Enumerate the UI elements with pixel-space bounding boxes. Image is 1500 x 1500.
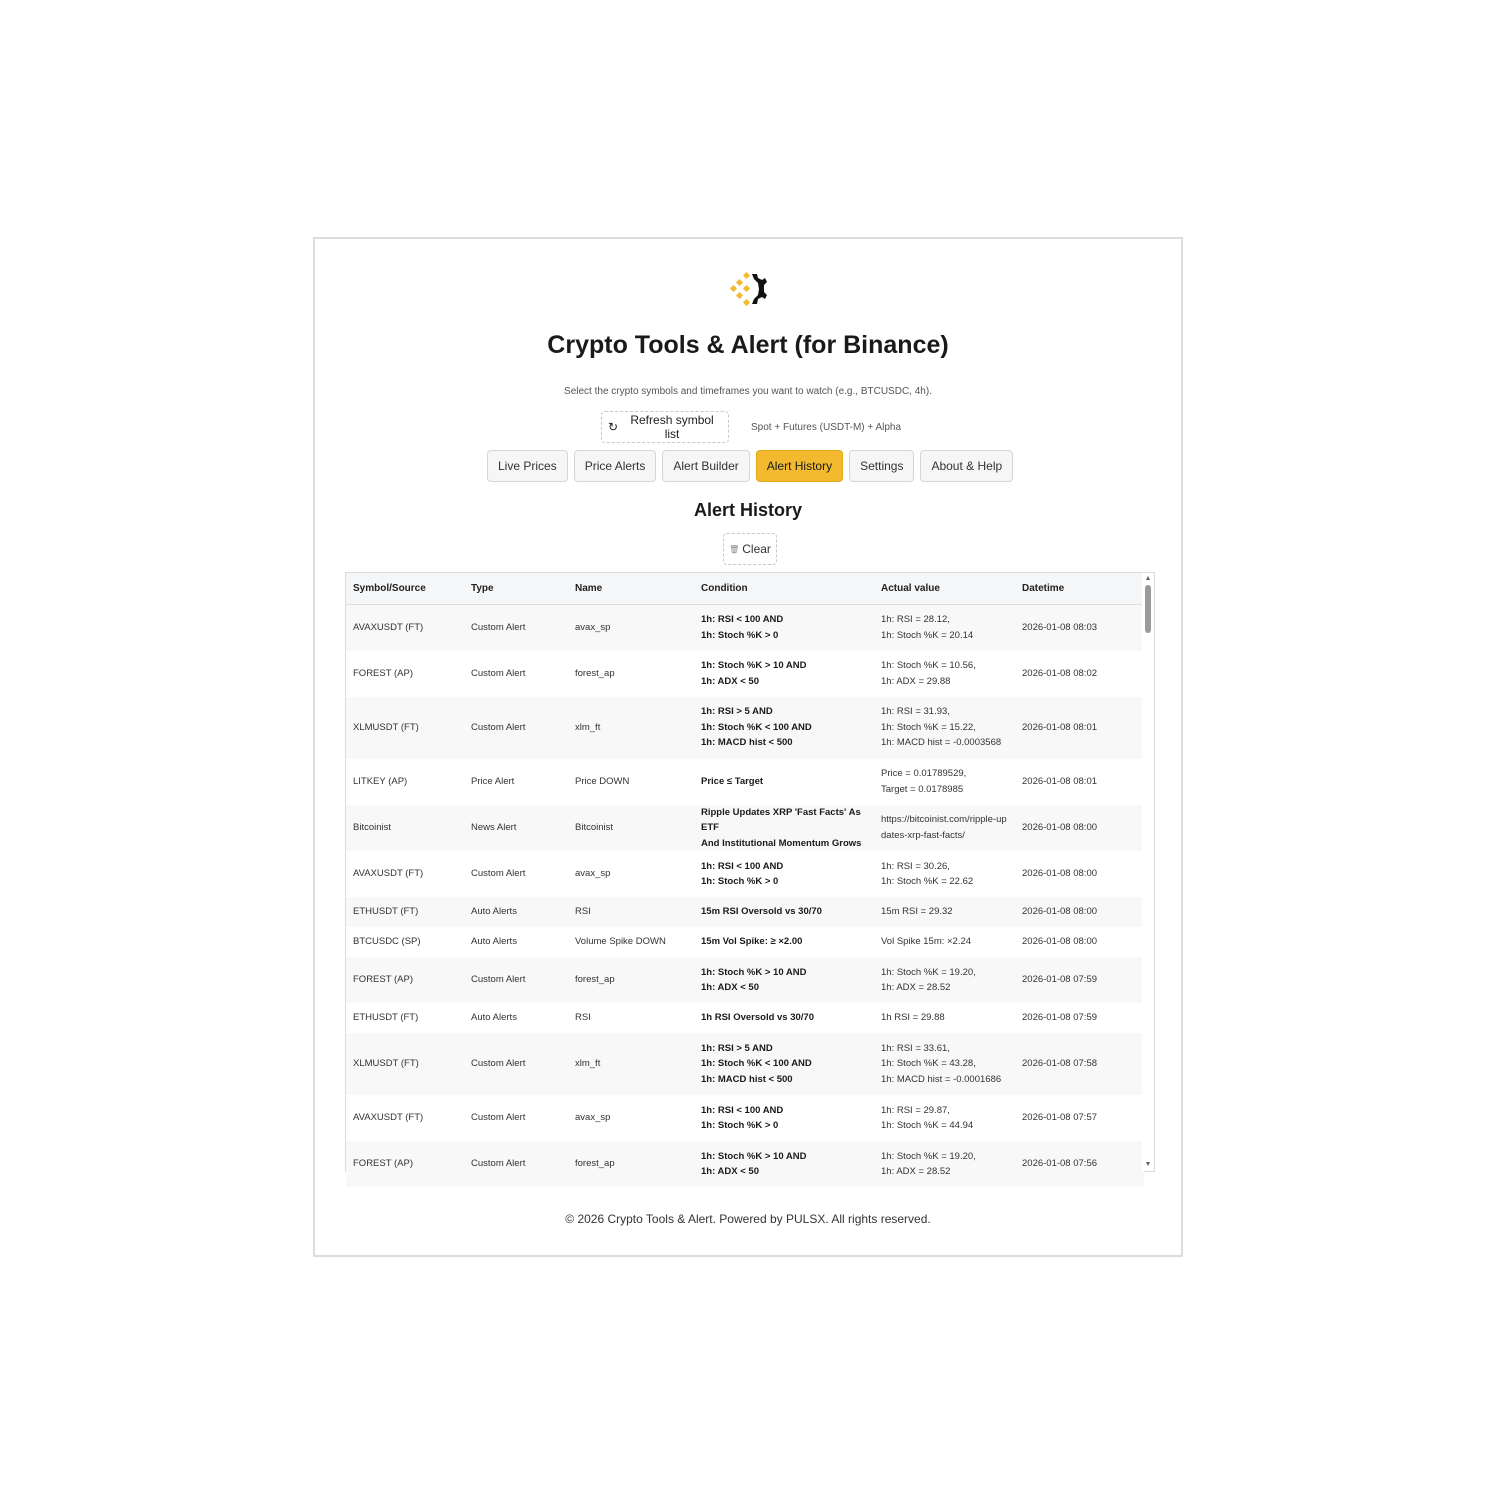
- cell-actual-value: [874, 605, 1015, 651]
- cell-name: avax_sp: [568, 1095, 694, 1141]
- app-title: Crypto Tools & Alert (for Binance): [547, 331, 949, 359]
- cell-condition-line: 1h: RSI > 5 AND: [701, 706, 773, 718]
- cell-condition-line: 1h: Stoch %K > 0: [701, 876, 779, 887]
- cell-condition: [694, 1141, 874, 1187]
- cell-name: RSI: [568, 897, 694, 927]
- cell-type: Custom Alert: [464, 605, 568, 651]
- cell-actual-value-line: 1h: ADX = 29.88: [881, 675, 951, 687]
- table-scrollbar[interactable]: [1142, 573, 1154, 1171]
- table-row: [346, 851, 1144, 897]
- cell-condition-line: Ripple Updates XRP 'Fast Facts' As ETF: [701, 806, 861, 833]
- refresh-icon: ↻: [608, 420, 619, 434]
- cell-datetime: 2026-01-08 07:56: [1015, 1141, 1144, 1187]
- refresh-button-label: Refresh symbol list: [630, 413, 714, 441]
- cell-actual-value-line: 1h: ADX = 28.52: [881, 1166, 951, 1177]
- cell-condition-line: 1h: Stoch %K < 100 AND: [701, 721, 812, 733]
- cell-condition-line: 1h RSI Oversold vs 30/70: [701, 1012, 815, 1024]
- refresh-row: [601, 411, 901, 443]
- cell-symbol: ETHUSDT (FT): [346, 897, 464, 927]
- table-row: [346, 1095, 1144, 1141]
- cell-condition-line: 1h: Stoch %K > 0: [701, 629, 779, 641]
- cell-type: Price Alert: [464, 759, 568, 805]
- table-row: [346, 1141, 1144, 1187]
- cell-type: Custom Alert: [464, 1033, 568, 1095]
- tab-price-alerts[interactable]: Price Alerts: [574, 450, 657, 482]
- footer-copyright: © 2026 Crypto Tools & Alert. Powered by PULSX. All rights reserved.: [565, 1212, 931, 1226]
- table-row: [346, 957, 1144, 1003]
- table-row: [346, 605, 1144, 651]
- cell-type: Custom Alert: [464, 697, 568, 759]
- column-header-datetime: Datetime: [1015, 573, 1144, 605]
- cell-condition: [694, 605, 874, 651]
- cell-actual-value-line: 1h: RSI = 28.12,: [881, 614, 950, 626]
- cell-condition-line: 1h: ADX < 50: [701, 675, 759, 687]
- table-row: [346, 1033, 1144, 1095]
- cell-condition: [694, 1095, 874, 1141]
- cell-name: Price DOWN: [568, 759, 694, 805]
- refresh-symbol-list-button[interactable]: [601, 411, 729, 443]
- scroll-down-arrow-icon[interactable]: ▼: [1144, 1161, 1152, 1168]
- cell-actual-value: [874, 1033, 1015, 1095]
- cell-actual-value: [874, 805, 1015, 852]
- app-subtitle: Select the crypto symbols and timeframes you want to watch (e.g., BTCUSDC, 4h).: [564, 386, 932, 397]
- cell-name: RSI: [568, 1003, 694, 1033]
- cell-condition-line: 1h: RSI < 100 AND: [701, 614, 784, 626]
- cell-actual-value-line: 1h: Stoch %K = 19.20,: [881, 1150, 976, 1162]
- cell-symbol: FOREST (AP): [346, 957, 464, 1003]
- cell-name: avax_sp: [568, 605, 694, 651]
- cell-actual-value: [874, 851, 1015, 897]
- cell-symbol: ETHUSDT (FT): [346, 1003, 464, 1033]
- cell-name: forest_ap: [568, 1141, 694, 1187]
- cell-condition: [694, 805, 874, 852]
- cell-condition-line: 1h: RSI < 100 AND: [701, 1104, 784, 1116]
- cell-type: Custom Alert: [464, 1095, 568, 1141]
- cell-actual-value-line: dates-xrp-fast-facts/: [881, 829, 965, 841]
- cell-datetime: 2026-01-08 08:00: [1015, 851, 1144, 897]
- cell-actual-value-line: Price = 0.01789529,: [881, 768, 967, 779]
- cell-actual-value-line: 1h: Stoch %K = 10.56,: [881, 660, 976, 671]
- cell-actual-value-line: 15m RSI = 29.32: [881, 906, 953, 918]
- cell-condition-line: 15m Vol Spike: ≥ ×2.00: [701, 936, 803, 948]
- cell-condition: [694, 651, 874, 697]
- cell-actual-value-line: 1h: MACD hist = -0.0003568: [881, 737, 1002, 749]
- cell-condition-line: 15m RSI Oversold vs 30/70: [701, 906, 822, 918]
- cell-datetime: 2026-01-08 07:59: [1015, 957, 1144, 1003]
- cell-datetime: 2026-01-08 08:01: [1015, 759, 1144, 805]
- cell-condition-line: 1h: MACD hist < 500: [701, 737, 793, 749]
- cell-actual-value-line: 1h: RSI = 31.93,: [881, 706, 950, 718]
- table-body: [346, 605, 1144, 1188]
- table-row: [346, 651, 1144, 697]
- alert-history-table: [346, 573, 1144, 1187]
- cell-condition: [694, 1033, 874, 1095]
- cell-datetime: 2026-01-08 07:58: [1015, 1033, 1144, 1095]
- app-window: [313, 237, 1183, 1257]
- table-row: [346, 927, 1144, 957]
- cell-condition-line: 1h: Stoch %K > 10 AND: [701, 660, 807, 671]
- cell-condition-line: 1h: RSI > 5 AND: [701, 1042, 773, 1054]
- tab-bar: [487, 450, 1013, 482]
- cell-condition-line: And Institutional Momentum Grows: [701, 837, 862, 849]
- table-header-row: [346, 573, 1144, 605]
- cell-condition: [694, 1003, 874, 1033]
- table-row: [346, 805, 1144, 852]
- cell-symbol: XLMUSDT (FT): [346, 1033, 464, 1095]
- section-title: Alert History: [693, 500, 803, 520]
- cell-symbol: Bitcoinist: [346, 805, 464, 852]
- cell-datetime: 2026-01-08 08:01: [1015, 697, 1144, 759]
- cell-condition-line: 1h: Stoch %K > 10 AND: [701, 966, 807, 978]
- cell-actual-value-line: 1h: ADX = 28.52: [881, 982, 951, 993]
- cell-datetime: 2026-01-08 07:59: [1015, 1003, 1144, 1033]
- cell-condition: [694, 851, 874, 897]
- cell-type: News Alert: [464, 805, 568, 852]
- cell-symbol: FOREST (AP): [346, 1141, 464, 1187]
- table-row: [346, 759, 1144, 805]
- cell-datetime: 2026-01-08 08:03: [1015, 605, 1144, 651]
- column-header-name: Name: [568, 573, 694, 605]
- trash-icon: 🗑: [729, 544, 740, 554]
- table-scroll-area: [346, 573, 1142, 1177]
- alert-history-table-container: [345, 572, 1155, 1177]
- cell-datetime: 2026-01-08 08:00: [1015, 927, 1144, 957]
- cell-datetime: 2026-01-08 08:00: [1015, 897, 1144, 927]
- cell-type: Auto Alerts: [464, 897, 568, 927]
- table-row: [346, 1003, 1144, 1033]
- cell-type: Custom Alert: [464, 1141, 568, 1187]
- cell-datetime: 2026-01-08 08:02: [1015, 651, 1144, 697]
- cell-type: Custom Alert: [464, 957, 568, 1003]
- tab-about-help[interactable]: About & Help: [920, 450, 1013, 482]
- cell-symbol: XLMUSDT (FT): [346, 697, 464, 759]
- cell-actual-value-line: 1h: MACD hist = -0.0001686: [881, 1073, 1002, 1085]
- tab-alert-history[interactable]: Alert History: [756, 450, 843, 482]
- cell-actual-value: [874, 927, 1015, 957]
- cell-name: xlm_ft: [568, 697, 694, 759]
- scroll-up-arrow-icon[interactable]: ▲: [1144, 575, 1152, 582]
- cell-actual-value: [874, 651, 1015, 697]
- cell-condition-line: 1h: ADX < 50: [701, 1166, 759, 1177]
- cell-actual-value: [874, 697, 1015, 759]
- cell-actual-value-line: 1h: Stoch %K = 15.22,: [881, 721, 976, 733]
- cell-actual-value-line: 1h: Stoch %K = 20.14: [881, 629, 974, 641]
- cell-actual-value-line: 1h: RSI = 29.87,: [881, 1104, 950, 1116]
- cell-actual-value: [874, 897, 1015, 927]
- column-header-symbol: Symbol/Source: [346, 573, 464, 605]
- cell-condition-line: 1h: Stoch %K > 0: [701, 1120, 779, 1131]
- cell-actual-value-line: 1h: RSI = 30.26,: [881, 860, 950, 872]
- cell-name: Volume Spike DOWN: [568, 927, 694, 957]
- cell-symbol: FOREST (AP): [346, 651, 464, 697]
- cell-type: Custom Alert: [464, 651, 568, 697]
- cell-type: Auto Alerts: [464, 927, 568, 957]
- cell-type: Custom Alert: [464, 851, 568, 897]
- cell-symbol: AVAXUSDT (FT): [346, 1095, 464, 1141]
- cell-condition: [694, 759, 874, 805]
- cell-actual-value: [874, 1095, 1015, 1141]
- cell-actual-value-line: 1h: Stoch %K = 22.62: [881, 876, 974, 887]
- column-header-actual-value: Actual value: [874, 573, 1015, 605]
- cell-name: xlm_ft: [568, 1033, 694, 1095]
- cell-name: forest_ap: [568, 957, 694, 1003]
- cell-condition-line: Price ≤ Target: [701, 775, 764, 787]
- cell-actual-value-line: 1h: Stoch %K = 19.20,: [881, 966, 976, 978]
- cell-actual-value-line: Vol Spike 15m: ×2.24: [881, 936, 972, 948]
- cell-condition-line: 1h: MACD hist < 500: [701, 1073, 793, 1085]
- cell-name: avax_sp: [568, 851, 694, 897]
- binance-gear-logo-icon: [730, 271, 770, 307]
- cell-actual-value-line: Target = 0.0178985: [881, 783, 964, 795]
- table-row: [346, 697, 1144, 759]
- cell-actual-value-line: 1h: Stoch %K = 43.28,: [881, 1058, 976, 1070]
- cell-actual-value-line: 1h: Stoch %K = 44.94: [881, 1120, 974, 1131]
- cell-type: Auto Alerts: [464, 1003, 568, 1033]
- cell-actual-value: [874, 1141, 1015, 1187]
- clear-history-button[interactable]: [723, 533, 777, 565]
- cell-symbol: AVAXUSDT (FT): [346, 605, 464, 651]
- tab-alert-builder[interactable]: Alert Builder: [662, 450, 749, 482]
- cell-condition-line: 1h: ADX < 50: [701, 982, 759, 993]
- cell-datetime: 2026-01-08 08:00: [1015, 805, 1144, 852]
- tab-settings[interactable]: Settings: [849, 450, 914, 482]
- cell-actual-value: [874, 957, 1015, 1003]
- table-row: [346, 897, 1144, 927]
- clear-button-label: Clear: [742, 542, 771, 556]
- cell-condition: [694, 897, 874, 927]
- cell-condition: [694, 957, 874, 1003]
- market-scope-note: Spot + Futures (USDT-M) + Alpha: [751, 421, 902, 433]
- cell-condition-line: 1h: Stoch %K < 100 AND: [701, 1058, 812, 1070]
- column-header-condition: Condition: [694, 573, 874, 605]
- tab-live-prices[interactable]: Live Prices: [487, 450, 568, 482]
- scrollbar-thumb[interactable]: [1145, 585, 1151, 633]
- cell-symbol: AVAXUSDT (FT): [346, 851, 464, 897]
- cell-condition: [694, 927, 874, 957]
- cell-name: Bitcoinist: [568, 805, 694, 852]
- cell-symbol: LITKEY (AP): [346, 759, 464, 805]
- cell-actual-value: [874, 759, 1015, 805]
- cell-condition-line: 1h: RSI < 100 AND: [701, 860, 784, 872]
- cell-actual-value-line: 1h RSI = 29.88: [881, 1012, 945, 1024]
- cell-name: forest_ap: [568, 651, 694, 697]
- cell-actual-value-line: 1h: RSI = 33.61,: [881, 1042, 950, 1054]
- cell-symbol: BTCUSDC (SP): [346, 927, 464, 957]
- cell-actual-value: [874, 1003, 1015, 1033]
- cell-condition: [694, 697, 874, 759]
- cell-actual-value-line: https://bitcoinist.com/ripple-up: [881, 814, 1007, 826]
- cell-datetime: 2026-01-08 07:57: [1015, 1095, 1144, 1141]
- column-header-type: Type: [464, 573, 568, 605]
- cell-condition-line: 1h: Stoch %K > 10 AND: [701, 1150, 807, 1162]
